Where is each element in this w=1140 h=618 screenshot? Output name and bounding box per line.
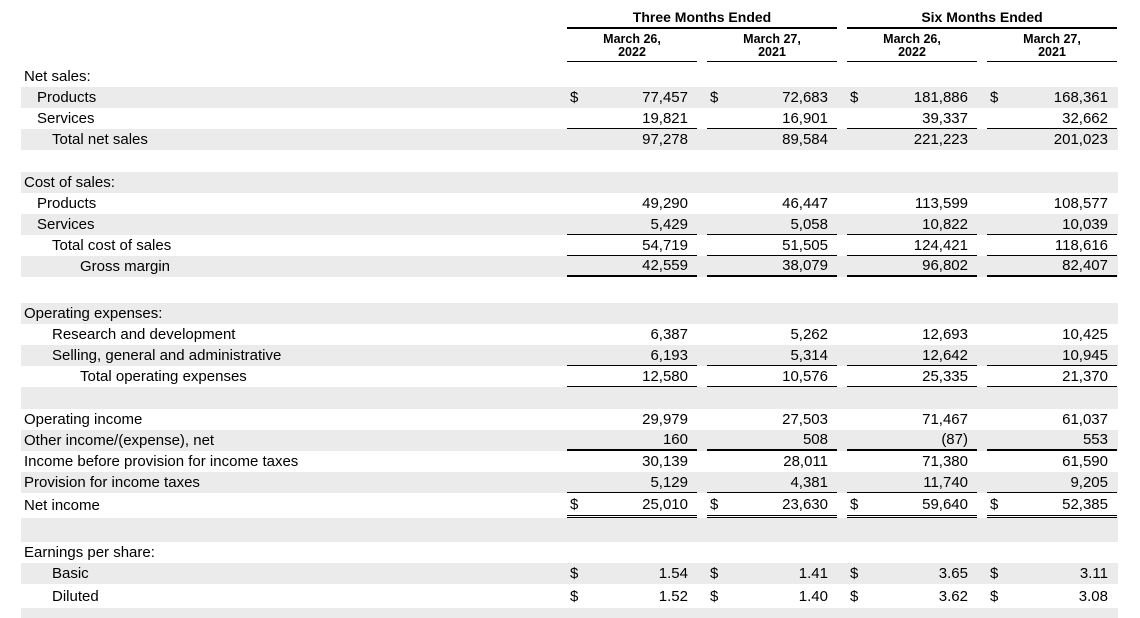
cell-value: 42,559 bbox=[642, 257, 688, 274]
value-cell bbox=[707, 324, 837, 345]
table-row bbox=[21, 87, 1118, 108]
table-header bbox=[21, 0, 1118, 66]
table-row bbox=[21, 430, 1118, 451]
value-cell bbox=[707, 66, 837, 87]
value-cell bbox=[567, 472, 697, 493]
table-row bbox=[21, 277, 1118, 303]
value-cell bbox=[847, 472, 977, 493]
column-group-label: Six Months Ended bbox=[921, 9, 1043, 25]
table-row bbox=[21, 563, 1118, 584]
value-cell bbox=[707, 542, 837, 563]
date-line2: 2021 bbox=[1038, 45, 1066, 59]
value-cell bbox=[567, 451, 697, 472]
value-cell bbox=[847, 129, 977, 150]
cell-value: 221,223 bbox=[913, 131, 968, 148]
cell-value: 1.54 bbox=[658, 565, 688, 582]
value-cell bbox=[987, 256, 1117, 277]
value-cell bbox=[567, 608, 697, 618]
dollar-sign: $ bbox=[710, 495, 719, 513]
cell-value: 49,290 bbox=[642, 195, 688, 212]
value-cell bbox=[987, 430, 1117, 451]
cell-value: 118,616 bbox=[1054, 236, 1108, 254]
dollar-sign: $ bbox=[710, 587, 719, 605]
value-cell bbox=[987, 472, 1117, 493]
table-row bbox=[21, 472, 1118, 493]
cell-value: 32,662 bbox=[1062, 109, 1108, 127]
cell-value: 5,262 bbox=[790, 326, 828, 343]
dollar-sign: $ bbox=[710, 89, 719, 106]
financial-table bbox=[21, 0, 1118, 618]
cell-value: 12,642 bbox=[922, 346, 968, 364]
cell-value: 25,010 bbox=[642, 495, 688, 513]
row-label: Operating income bbox=[24, 411, 143, 428]
value-cell bbox=[707, 150, 837, 172]
value-cell bbox=[567, 493, 697, 518]
value-cell bbox=[567, 150, 697, 172]
value-cell bbox=[987, 584, 1117, 608]
value-cell bbox=[847, 451, 977, 472]
value-cell bbox=[847, 345, 977, 366]
cell-value: 54,719 bbox=[642, 236, 688, 254]
value-cell bbox=[707, 193, 837, 214]
table-row bbox=[21, 256, 1118, 277]
value-cell bbox=[707, 256, 837, 277]
cell-value: 77,457 bbox=[642, 89, 688, 106]
value-cell bbox=[987, 87, 1117, 108]
table-row bbox=[21, 518, 1118, 542]
table-row bbox=[21, 214, 1118, 235]
dollar-sign: $ bbox=[850, 587, 859, 605]
row-label: Other income/(expense), net bbox=[24, 432, 215, 449]
value-cell bbox=[987, 150, 1117, 172]
cell-value: 19,821 bbox=[642, 109, 688, 127]
cell-value: 27,503 bbox=[782, 411, 828, 428]
cell-value: 97,278 bbox=[642, 131, 688, 148]
cell-value: 9,205 bbox=[1070, 473, 1108, 491]
value-cell bbox=[987, 214, 1117, 235]
dollar-sign: $ bbox=[990, 587, 999, 605]
cell-value: 10,425 bbox=[1062, 326, 1108, 343]
value-cell bbox=[567, 214, 697, 235]
cell-value: 72,683 bbox=[782, 89, 828, 106]
value-cell bbox=[847, 608, 977, 618]
value-cell bbox=[707, 366, 837, 387]
cell-value: 28,011 bbox=[783, 453, 828, 470]
value-cell bbox=[847, 366, 977, 387]
cell-value: 82,407 bbox=[1062, 257, 1108, 274]
value-cell bbox=[707, 430, 837, 451]
row-label: Net sales: bbox=[24, 68, 91, 85]
value-cell bbox=[707, 518, 837, 542]
dollar-sign: $ bbox=[850, 495, 859, 513]
cell-value: 160 bbox=[662, 431, 688, 448]
value-cell bbox=[707, 584, 837, 608]
dollar-sign: $ bbox=[570, 89, 579, 106]
value-cell bbox=[707, 387, 837, 409]
column-header-date bbox=[847, 33, 977, 62]
value-cell bbox=[567, 172, 697, 193]
cell-value: 29,979 bbox=[642, 411, 688, 428]
table-row bbox=[21, 584, 1118, 608]
cell-value: 12,580 bbox=[642, 367, 688, 385]
column-header-date bbox=[567, 33, 697, 62]
value-cell bbox=[567, 387, 697, 409]
cell-value: 5,429 bbox=[650, 215, 688, 233]
value-cell bbox=[847, 66, 977, 87]
value-cell bbox=[987, 387, 1117, 409]
table-row bbox=[21, 303, 1118, 324]
cell-value: 10,822 bbox=[922, 215, 968, 233]
value-cell bbox=[707, 409, 837, 430]
cell-value: 168,361 bbox=[1053, 89, 1108, 106]
value-cell bbox=[847, 430, 977, 451]
cell-value: 25,335 bbox=[922, 367, 968, 385]
table-row bbox=[21, 193, 1118, 214]
date-line2: 2022 bbox=[618, 45, 646, 59]
value-cell bbox=[567, 324, 697, 345]
cell-value: 52,385 bbox=[1062, 495, 1108, 513]
row-label: Gross margin bbox=[80, 258, 171, 275]
value-cell bbox=[987, 563, 1117, 584]
value-cell bbox=[567, 303, 697, 324]
value-cell bbox=[707, 172, 837, 193]
row-label: Total operating expenses bbox=[80, 368, 247, 385]
row-label: Earnings per share: bbox=[24, 544, 155, 561]
cell-value: 5,314 bbox=[790, 346, 828, 364]
value-cell bbox=[567, 584, 697, 608]
value-cell bbox=[567, 518, 697, 542]
date-line1: March 27, bbox=[1023, 32, 1081, 46]
row-label: Products bbox=[37, 89, 97, 106]
table-row bbox=[21, 345, 1118, 366]
value-cell bbox=[987, 277, 1117, 303]
row-label: Provision for income taxes bbox=[24, 474, 200, 491]
value-cell bbox=[847, 235, 977, 256]
cell-value: 16,901 bbox=[782, 109, 828, 127]
table-row bbox=[21, 324, 1118, 345]
value-cell bbox=[847, 214, 977, 235]
column-group-three-months bbox=[567, 9, 837, 29]
cell-value: 4,381 bbox=[790, 473, 828, 491]
cell-value: 10,945 bbox=[1062, 346, 1108, 364]
value-cell bbox=[567, 66, 697, 87]
value-cell bbox=[987, 129, 1117, 150]
cell-value: 12,693 bbox=[922, 326, 968, 343]
value-cell bbox=[987, 235, 1117, 256]
row-label: Research and development bbox=[52, 326, 236, 343]
value-cell bbox=[987, 608, 1117, 618]
value-cell bbox=[987, 451, 1117, 472]
cell-value: 113,599 bbox=[914, 195, 968, 212]
value-cell bbox=[707, 472, 837, 493]
value-cell bbox=[567, 235, 697, 256]
table-row bbox=[21, 108, 1118, 129]
row-label: Total cost of sales bbox=[52, 237, 172, 254]
value-cell bbox=[847, 303, 977, 324]
column-group-label: Three Months Ended bbox=[632, 9, 772, 25]
date-line1: March 27, bbox=[743, 32, 801, 46]
value-cell bbox=[847, 387, 977, 409]
row-label: Basic bbox=[52, 565, 89, 582]
cell-value: 1.41 bbox=[798, 565, 828, 582]
value-cell bbox=[987, 518, 1117, 542]
value-cell bbox=[847, 493, 977, 518]
value-cell bbox=[567, 430, 697, 451]
cell-value: 89,584 bbox=[782, 131, 828, 148]
value-cell bbox=[987, 493, 1117, 518]
dollar-sign: $ bbox=[710, 565, 719, 582]
table-row bbox=[21, 366, 1118, 387]
row-label: Income before provision for income taxes bbox=[24, 453, 299, 470]
cell-value: (87) bbox=[941, 431, 968, 448]
dollar-sign: $ bbox=[570, 587, 579, 605]
column-group-six-months bbox=[847, 9, 1117, 29]
date-line1: March 26, bbox=[603, 32, 661, 46]
cell-value: 6,387 bbox=[650, 326, 688, 343]
cell-value: 10,039 bbox=[1062, 215, 1108, 233]
value-cell bbox=[707, 277, 837, 303]
value-cell bbox=[707, 451, 837, 472]
value-cell bbox=[847, 150, 977, 172]
value-cell bbox=[987, 366, 1117, 387]
cell-value: 124,421 bbox=[913, 236, 968, 254]
cell-value: 3.08 bbox=[1078, 587, 1108, 605]
dollar-sign: $ bbox=[990, 495, 999, 513]
value-cell bbox=[567, 277, 697, 303]
value-cell bbox=[707, 129, 837, 150]
date-line1: March 26, bbox=[883, 32, 941, 46]
column-header-date bbox=[707, 33, 837, 62]
table-row bbox=[21, 542, 1118, 563]
dollar-sign: $ bbox=[570, 495, 579, 513]
row-label: Services bbox=[37, 216, 95, 233]
dollar-sign: $ bbox=[850, 565, 859, 582]
row-label: Services bbox=[37, 110, 95, 127]
table-row bbox=[21, 608, 1118, 618]
cell-value: 51,505 bbox=[782, 236, 828, 254]
cell-value: 59,640 bbox=[922, 495, 968, 513]
table-row bbox=[21, 172, 1118, 193]
cell-value: 553 bbox=[1082, 431, 1108, 448]
cell-value: 61,037 bbox=[1062, 411, 1108, 428]
value-cell bbox=[567, 256, 697, 277]
dollar-sign: $ bbox=[570, 565, 579, 582]
value-cell bbox=[987, 303, 1117, 324]
value-cell bbox=[987, 542, 1117, 563]
row-label: Selling, general and administrative bbox=[52, 347, 282, 364]
cell-value: 46,447 bbox=[782, 195, 828, 212]
table-row bbox=[21, 150, 1118, 172]
value-cell bbox=[567, 193, 697, 214]
value-cell bbox=[567, 345, 697, 366]
value-cell bbox=[707, 493, 837, 518]
value-cell bbox=[707, 108, 837, 129]
cell-value: 39,337 bbox=[922, 109, 968, 127]
value-cell bbox=[847, 172, 977, 193]
value-cell bbox=[707, 235, 837, 256]
value-cell bbox=[707, 608, 837, 618]
cell-value: 3.11 bbox=[1079, 565, 1108, 582]
row-label: Cost of sales: bbox=[24, 174, 115, 191]
value-cell bbox=[847, 277, 977, 303]
value-cell bbox=[847, 108, 977, 129]
table-row bbox=[21, 409, 1118, 430]
cell-value: 1.52 bbox=[658, 587, 688, 605]
value-cell bbox=[707, 87, 837, 108]
value-cell bbox=[567, 542, 697, 563]
table-row bbox=[21, 129, 1118, 150]
cell-value: 1.40 bbox=[798, 587, 828, 605]
value-cell bbox=[987, 108, 1117, 129]
cell-value: 201,023 bbox=[1053, 131, 1108, 148]
cell-value: 181,886 bbox=[913, 89, 968, 106]
table-row bbox=[21, 451, 1118, 472]
value-cell bbox=[847, 193, 977, 214]
table-row bbox=[21, 387, 1118, 409]
cell-value: 6,193 bbox=[650, 346, 688, 364]
cell-value: 96,802 bbox=[922, 257, 968, 274]
table-row bbox=[21, 493, 1118, 518]
value-cell bbox=[707, 345, 837, 366]
cell-value: 38,079 bbox=[782, 257, 828, 274]
value-cell bbox=[567, 87, 697, 108]
value-cell bbox=[987, 345, 1117, 366]
value-cell bbox=[707, 563, 837, 584]
value-cell bbox=[987, 409, 1117, 430]
value-cell bbox=[847, 542, 977, 563]
dollar-sign: $ bbox=[850, 89, 859, 106]
value-cell bbox=[567, 563, 697, 584]
value-cell bbox=[707, 214, 837, 235]
column-header-date bbox=[987, 33, 1117, 62]
cell-value: 5,058 bbox=[790, 215, 828, 233]
value-cell bbox=[987, 172, 1117, 193]
value-cell bbox=[847, 584, 977, 608]
cell-value: 21,370 bbox=[1062, 367, 1108, 385]
cell-value: 71,467 bbox=[922, 411, 968, 428]
cell-value: 61,590 bbox=[1062, 453, 1108, 470]
table-body bbox=[21, 66, 1118, 618]
value-cell bbox=[987, 193, 1117, 214]
row-label: Total net sales bbox=[52, 131, 148, 148]
value-cell bbox=[987, 324, 1117, 345]
date-line2: 2022 bbox=[898, 45, 926, 59]
cell-value: 71,380 bbox=[922, 453, 968, 470]
value-cell bbox=[847, 87, 977, 108]
table-row bbox=[21, 66, 1118, 87]
row-label: Operating expenses: bbox=[24, 305, 163, 322]
value-cell bbox=[707, 303, 837, 324]
cell-value: 508 bbox=[802, 431, 828, 448]
cell-value: 5,129 bbox=[650, 473, 688, 491]
dollar-sign: $ bbox=[990, 89, 999, 106]
date-line2: 2021 bbox=[758, 45, 786, 59]
row-label: Diluted bbox=[52, 587, 99, 605]
value-cell bbox=[847, 518, 977, 542]
cell-value: 3.62 bbox=[938, 587, 968, 605]
value-cell bbox=[567, 129, 697, 150]
cell-value: 23,630 bbox=[782, 495, 828, 513]
row-label: Products bbox=[37, 195, 97, 212]
value-cell bbox=[847, 563, 977, 584]
cell-value: 11,740 bbox=[923, 473, 968, 491]
cell-value: 30,139 bbox=[642, 453, 688, 470]
value-cell bbox=[567, 409, 697, 430]
value-cell bbox=[987, 66, 1117, 87]
value-cell bbox=[847, 324, 977, 345]
value-cell bbox=[847, 256, 977, 277]
value-cell bbox=[567, 108, 697, 129]
row-label: Net income bbox=[24, 497, 100, 514]
cell-value: 10,576 bbox=[782, 367, 828, 385]
table-row bbox=[21, 235, 1118, 256]
dollar-sign: $ bbox=[990, 565, 999, 582]
value-cell bbox=[847, 409, 977, 430]
value-cell bbox=[567, 366, 697, 387]
cell-value: 108,577 bbox=[1053, 195, 1108, 212]
cell-value: 3.65 bbox=[938, 565, 968, 582]
